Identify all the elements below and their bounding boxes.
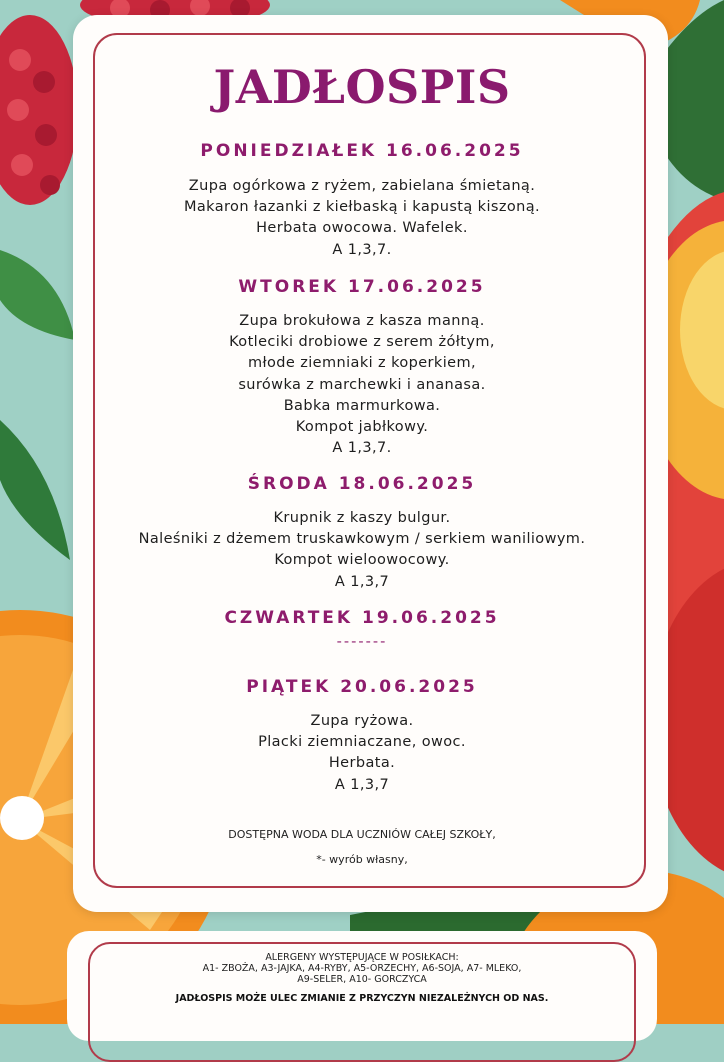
meal-line: A 1,3,7.: [332, 241, 392, 258]
meal-line: A 1,3,7: [334, 573, 390, 590]
meal-monday: [0, 176, 724, 261]
day-heading-wednesday: ŚRODA 18.06.2025: [247, 474, 477, 494]
meal-line: Zupa ryżowa.: [310, 713, 414, 729]
meal-friday: [0, 711, 724, 796]
allergen-footer: [67, 931, 657, 1041]
meal-line: A 1,3,7.: [332, 440, 392, 457]
meal-line: Kompot jabłkowy.: [295, 419, 429, 436]
meal-tuesday: [0, 311, 724, 459]
meal-wednesday: [0, 508, 724, 593]
day-heading-tuesday: WTOREK 17.06.2025: [238, 277, 486, 297]
meal-line: młode ziemniaki z koperkiem,: [247, 355, 476, 372]
water-note: DOSTĘPNA WODA DLA UCZNIÓW CAŁEJ SZKOŁY,: [228, 828, 496, 841]
day-heading-friday: PIĄTEK 20.06.2025: [246, 677, 478, 697]
own-product-note: *- wyrób własny,: [316, 853, 408, 866]
meal-line: A 1,3,7: [334, 776, 390, 793]
meal-line: surówka z marchewki i ananasa.: [238, 376, 486, 393]
page-title: JADŁOSPIS: [213, 60, 511, 114]
meal-line: Zupa ogórkowa z ryżem, zabielana śmietaną.: [188, 178, 536, 194]
meal-line: Kompot wieloowocowy.: [274, 552, 450, 569]
day-heading-monday: PONIEDZIAŁEK 16.06.2025: [200, 141, 524, 161]
meal-line: -------: [336, 634, 388, 650]
meal-line: Naleśniki z dżemem truskawkowym / serkiem waniliowym.: [138, 531, 586, 548]
meal-line: Herbata.: [328, 755, 396, 772]
meal-line: Placki ziemniaczane, owoc.: [258, 734, 466, 751]
allergen-title: ALERGENY WYSTĘPUJĄCE W POSIŁKACH:: [265, 952, 459, 963]
meal-thursday: [0, 632, 724, 653]
day-heading-thursday: CZWARTEK 19.06.2025: [224, 608, 500, 628]
allergen-list-line1: A1- ZBOŻA, A3-JAJKA, A4-RYBY, A5-ORZECHY, A6-SOJA, A7- MLEKO,: [202, 963, 522, 974]
allergen-list-line2: A9-SELER, A10- GORCZYCA: [297, 974, 427, 985]
meal-line: Krupnik z kaszy bulgur.: [273, 510, 451, 526]
meal-line: Babka marmurkowa.: [283, 397, 441, 414]
meal-line: Makaron łazanki z kiełbaską i kapustą kiszoną.: [183, 199, 541, 216]
meal-line: Herbata owocowa. Wafelek.: [256, 220, 468, 237]
meal-line: Kotleciki drobiowe z serem żółtym,: [229, 334, 495, 351]
meal-line: Zupa brokułowa z kasza manną.: [239, 313, 485, 329]
menu-change-warning: JADŁOSPIS MOŻE ULEC ZMIANIE Z PRZYCZYN NIEZALEŻNYCH OD NAS.: [175, 993, 549, 1004]
